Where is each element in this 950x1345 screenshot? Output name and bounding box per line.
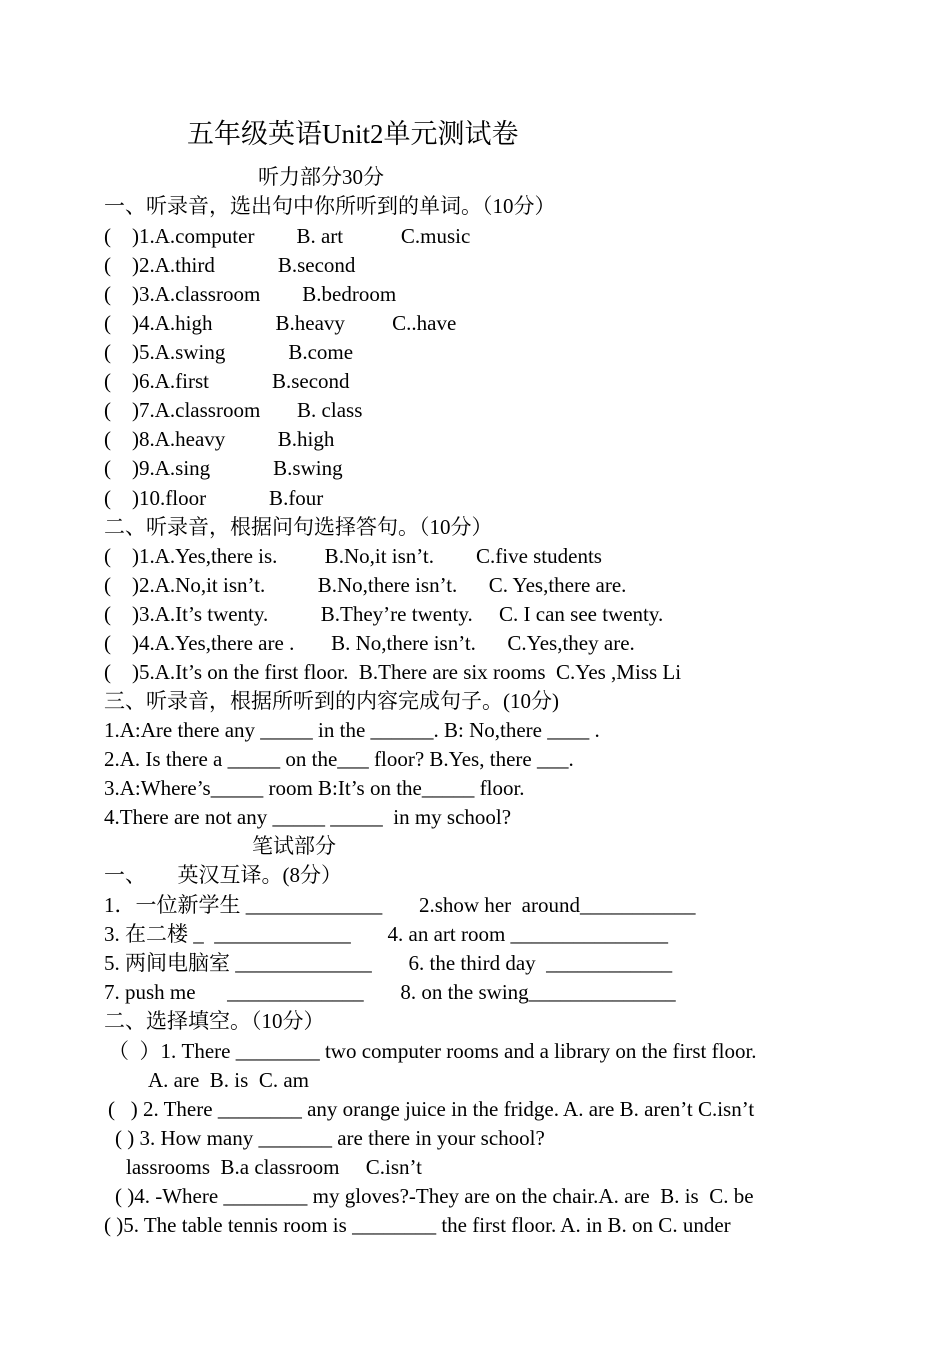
part2-item-3: ( )3.A.It’s twenty. B.They’re twenty. C. I can see twenty. [104,602,664,626]
part1-item-9: ( )9.A.sing B.swing [104,456,343,480]
written2-item-5: ( )5. The table tennis room is ________ the first floor. A. in B. on C. under [104,1213,731,1237]
written2-item-2: ( ) 2. There ________ any orange juice in the fridge. A. are B. aren’t C.isn’t [108,1097,755,1121]
written1-heading: 一、 英汉互译。(8分） [104,863,342,887]
part1-item-5: ( )5.A.swing B.come [104,340,354,364]
part3-item-1: 1.A:Are there any _____ in the ______. B: No,there ____ . [104,718,600,742]
part2-heading: 二、听录音，根据问句选择答句。（10分） [104,515,493,539]
part1-item-6: ( )6.A.first B.second [104,369,350,393]
part3-item-3: 3.A:Where’s_____ room B:It’s on the_____ floor. [104,776,525,800]
part1-item-2: ( )2.A.third B.second [104,253,356,277]
part3-item-4: 4.There are not any _____ _____ in my school? [104,805,512,829]
part1-item-7: ( )7.A.classroom B. class [104,398,363,422]
page-title: 五年级英语Unit2单元测试卷 [187,119,519,149]
part1-item-10: ( )10.floor B.four [104,486,324,510]
part1-item-4: ( )4.A.high B.heavy C..have [104,311,457,335]
written2-heading: 二、选择填空。（10分） [104,1009,325,1033]
written1-item-3: 5. 两间电脑室 _____________ 6. the third day ____________ [104,951,673,975]
part2-item-1: ( )1.A.Yes,there is. B.No,it isn’t. C.five students [104,544,602,568]
written2-item-1: （ ）1. There ________ two computer rooms and a library on the first floor. [108,1039,757,1063]
written1-item-1: 1．一位新学生 _____________ 2.show her around___________ [104,893,696,917]
written1-item-4: 7. push me _____________ 8. on the swing______________ [104,980,676,1004]
part2-item-5: ( )5.A.It’s on the first floor. B.There are six rooms C.Yes ,Miss Li [104,660,682,684]
written2-item-3: ( ) 3. How many _______ are there in your school? [115,1126,545,1150]
part2-item-2: ( )2.A.No,it isn’t. B.No,there isn’t. C. Yes,there are. [104,573,627,597]
written2-item-4: ( )4. -Where ________ my gloves?-They are on the chair.A. are B. is C. be [115,1184,754,1208]
part1-item-3: ( )3.A.classroom B.bedroom [104,282,397,306]
part3-heading: 三、听录音，根据所听到的内容完成句子。(10分) [104,689,559,713]
part1-item-1: ( )1.A.computer B. art C.music [104,224,471,248]
part3-item-2: 2.A. Is there a _____ on the___ floor? B.Yes, there ___. [104,747,574,771]
part2-item-4: ( )4.A.Yes,there are . B. No,there isn’t. C.Yes,they are. [104,631,635,655]
part1-item-8: ( )8.A.heavy B.high [104,427,335,451]
written2-item-3-options: lassrooms B.a classroom C.isn’t [126,1155,422,1179]
written-section-header: 笔试部分 [252,834,336,858]
written1-item-2: 3. 在二楼 _ _____________ 4. an art room _______________ [104,922,669,946]
part1-heading: 一、听录音，选出句中你所听到的单词。（10分） [104,194,556,218]
listening-section-header: 听力部分30分 [258,165,384,189]
written2-item-1-options: A. are B. is C. am [148,1068,309,1092]
